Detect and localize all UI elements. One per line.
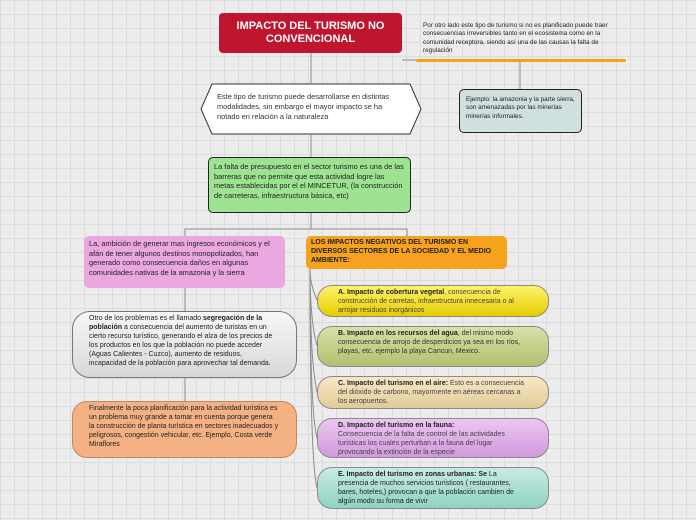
impact-urban-node[interactable] bbox=[317, 467, 549, 509]
central-title[interactable]: IMPACTO DEL TURISMO NO CONVENCIONAL bbox=[219, 13, 402, 53]
segregation-post: a consecuencia del aumento de turistas en un cierto recurso turístico, generando el alza de los precios de los productos en los que la población no puede acceder (Aguas Calientes - Cuzco), aumento de residuos, incapacidad de la población para aprovechar tal demanda. bbox=[89, 323, 273, 367]
impact-title: E. Impacto del turismo en zonas urbanas: Se bbox=[338, 471, 487, 478]
impact-desc: La presencia de muchos servicios turísticos ( restaurantes, bares, hoteles,) provocan a que la población cambien de algún modo su forma de vivir bbox=[338, 471, 514, 506]
impact-desc: , del mismo modo consecuencia de arrojo de desperdicios ya sea en los ríos, playas, etc. ejemplo la playa Cancun, Mexico. bbox=[338, 330, 521, 356]
mining-example-node[interactable]: Ejemplo: la amazonia y la parte sierra, son amenazadas por las minerías minerías informales. bbox=[459, 89, 582, 133]
impact-desc: Esto es a consecuencia del dióxido de carbono, mayormente en aéreas cercanas a los aeropuertos. bbox=[338, 380, 524, 406]
impact-title: B. Impacto en los recursos del agua bbox=[338, 330, 458, 337]
impact-air-node[interactable] bbox=[317, 376, 549, 409]
segregation-node[interactable] bbox=[72, 311, 297, 378]
impact-title: C. Impacto del turismo en el aire: bbox=[338, 380, 449, 387]
impact-water-node[interactable] bbox=[317, 326, 549, 367]
negative-impacts-node[interactable]: LOS IMPACTOS NEGATIVOS DEL TURISMO EN DIVERSOS SECTORES DE LA SOCIEDAD Y EL MEDIO AMBIENTE: bbox=[306, 236, 507, 269]
impact-vegetation-node[interactable] bbox=[317, 285, 549, 317]
regulation-note[interactable]: Por otro lado este tipo de turismo si no es planificado puede traer consecuencias irreversibles tanto en el ecosistema como en la comunidad receptora, siendo así una de las causas la falta de regulación bbox=[423, 22, 608, 54]
ambition-node[interactable]: La, ambición de generar mas ingresos económicos y el afán de tener algunos destinos monopolizados, han generado como consecuencia daños en algunas comunidades nativas de la amazonia y la sierra bbox=[84, 236, 285, 288]
impact-desc: Consecuencia de la falta de control de las actividades turísticas los cuales perturban a la fauna del lugar provocando la extinción de la especie bbox=[338, 431, 505, 457]
budget-node[interactable]: La falta de presupuesto en el sector turismo es una de las barreras que no permite que esta actividad logre las metas establecidas por el el MINCETUR, (la construcción de carreteras, infraestructura básica, etc) bbox=[208, 157, 411, 213]
intro-node[interactable] bbox=[200, 83, 422, 135]
impact-title: D. Impacto del turismo en la fauna: bbox=[338, 422, 455, 429]
impact-title: A. Impacto de cobertura vegetal bbox=[338, 289, 445, 296]
note-underline bbox=[416, 59, 626, 62]
segregation-bold: segregación de la población bbox=[89, 315, 263, 331]
impact-fauna-node[interactable] bbox=[317, 418, 549, 458]
impact-desc: , consecuencia de construcción de carretas, infraestructura innecesaria o al arrojar residuos inorgánicos bbox=[338, 289, 514, 315]
intro-text: Este tipo de turismo puede desarrollarse en distintas modalidades, sin embargo el mayor impacto se ha notado en relación a la naturaleza bbox=[217, 92, 390, 121]
planning-node[interactable]: Finalmente la poca planificación para la actividad turística es un problema muy grande a tomar en cuenta porque genera la construcción de planta turística en sectores inadecuados y peligrosos, congestión vehicular, etc. Ejemplo, Costa verde Miraflores bbox=[72, 401, 297, 458]
segregation-pre: Otro de los problemas es el llamado bbox=[89, 315, 203, 322]
